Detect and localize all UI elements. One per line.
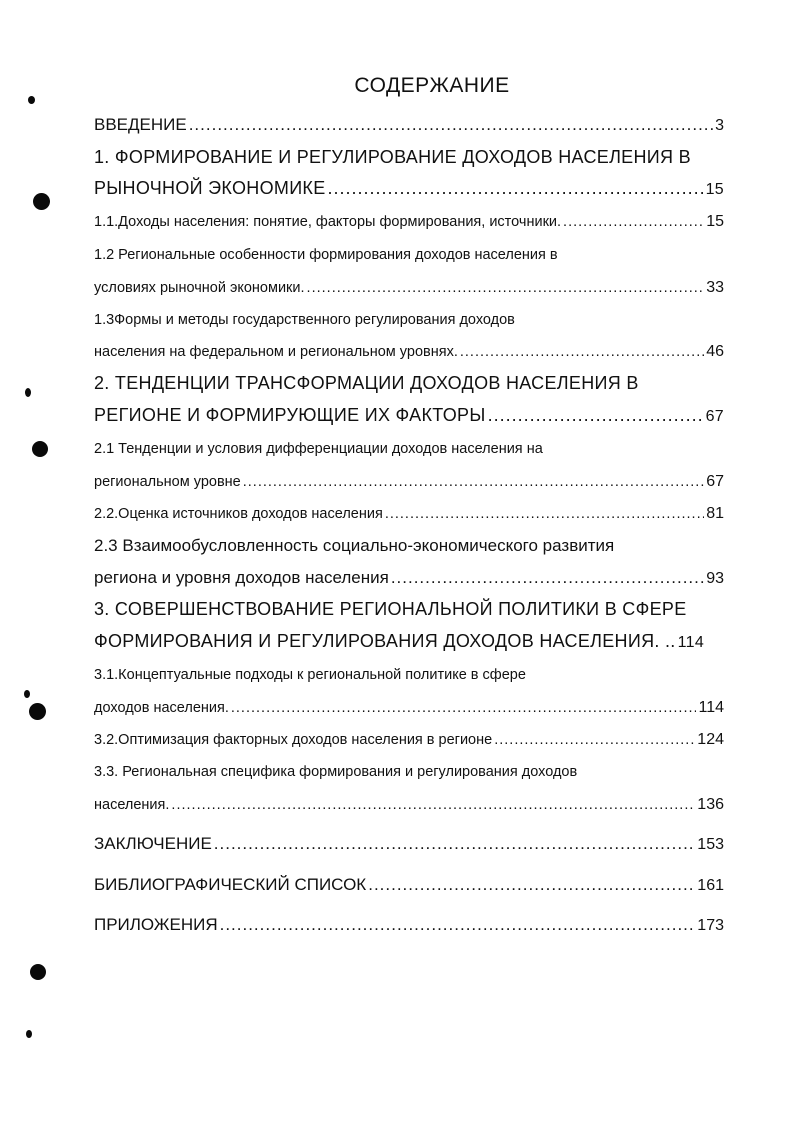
punch-hole-mark [29,703,46,720]
toc-entry-1-3-cont [94,335,724,368]
toc-entry-title: населения. [94,797,170,813]
punch-hole-mark [30,964,46,980]
toc-entry-page: 93 [706,570,724,587]
toc-entry-title: ВВЕДЕНИЕ [94,115,187,134]
toc-entry-page: 3 [715,117,724,134]
toc-entry-1-3 [94,304,724,337]
dot-leader [385,498,704,531]
toc-entry-2-2 [94,497,724,530]
page-title: СОДЕРЖАНИЕ [354,74,510,97]
toc-entry-title: 3.2.Оптимизация факторных доходов населения в регионе [94,732,493,748]
punch-hole-mark [33,193,50,210]
toc-entry-page: 33 [706,279,724,296]
toc-entry-page: 114 [677,634,705,651]
toc-entry-title: РЕГИОНЕ И ФОРМИРУЮЩИЕ ИХ ФАКТОРЫ [94,405,486,425]
toc-entry-title: 1.2 Региональные особенности формирования доходов населения в [94,247,558,263]
toc-entry-1-2 [94,239,724,272]
toc-entry-title: ПРИЛОЖЕНИЯ [94,915,218,934]
toc-entry-3-1 [94,659,724,692]
toc-entry-page: 81 [706,505,724,522]
toc-entry-title: 2. ТЕНДЕНЦИИ ТРАНСФОРМАЦИИ ДОХОДОВ НАСЕЛЕНИЯ В [94,373,639,393]
toc-entry-title: региональном уровне [94,474,241,490]
toc-entry-title: доходов населения. [94,700,229,716]
toc-entry-bibliography [94,868,724,901]
dot-leader [231,692,697,725]
dot-leader [563,206,704,239]
toc-entry-3-2 [94,723,724,756]
toc-entry-page: 173 [697,917,724,934]
toc-entry-title: 3. СОВЕРШЕНСТВОВАНИЕ РЕГИОНАЛЬНОЙ ПОЛИТИКИ В СФЕРЕ [94,599,687,619]
toc-entry-2-3 [94,529,724,562]
toc-entry-title: 3.1.Концептуальные подходы к региональной политике в сфере [94,667,526,683]
toc-entry-2-1-cont [94,465,724,498]
toc-entry-title: 2.3 Взаимообусловленность социально-экономического развития [94,536,615,555]
dot-leader [488,399,704,432]
dot-leader [243,466,704,499]
toc-entry-page: 153 [697,836,724,853]
toc-entry-page: 67 [705,408,724,425]
dot-leader [220,908,696,941]
toc-entry-page: 15 [705,181,724,198]
speck-mark [24,690,30,698]
speck-mark [26,1030,32,1038]
dot-leader [368,868,695,901]
toc-entry-conclusion [94,827,724,860]
toc-entry-page: 46 [706,343,724,360]
toc-entry-page: 114 [698,699,724,716]
toc-entry-title: РЫНОЧНОЙ ЭКОНОМИКЕ [94,178,326,198]
toc-entry-title: ФОРМИРОВАНИЯ И РЕГУЛИРОВАНИЯ ДОХОДОВ НАСЕЛЕНИЯ. .. [94,631,676,651]
toc-entry-chapter-1-cont [94,172,724,205]
speck-mark [25,388,31,397]
toc-entry-appendices [94,908,724,941]
toc-entry-chapter-3 [94,593,724,626]
toc-entry-chapter-2-cont [94,399,724,432]
punch-hole-mark [32,441,48,457]
toc-entry-page: 161 [697,877,724,894]
toc-entry-title: ЗАКЛЮЧЕНИЕ [94,834,212,853]
dot-leader [391,561,704,594]
toc-entry-3-3-cont [94,788,724,821]
toc-entry-title: 1.3Формы и методы государственного регулирования доходов [94,312,515,328]
toc-entry-title: региона и уровня доходов населения [94,568,389,587]
toc-entry-chapter-1 [94,141,724,174]
toc-entry-chapter-3-cont [94,625,724,658]
toc-entry-page: 136 [697,796,724,813]
toc-entry-title: 2.1 Тенденции и условия дифференциации доходов населения на [94,441,543,457]
toc-entry-intro [94,108,724,141]
dot-leader [171,789,695,822]
dot-leader [328,172,704,205]
toc-entry-page: 67 [706,473,724,490]
toc-entry-title: БИБЛИОГРАФИЧЕСКИЙ СПИСОК [94,875,367,894]
toc-entry-chapter-2 [94,367,724,400]
dot-leader [494,724,695,757]
toc-entry-title: 3.3. Региональная специфика формирования и регулирования доходов [94,764,578,780]
dot-leader [189,108,713,141]
toc-entry-page: 124 [697,731,724,748]
toc-entry-title: 1.1.Доходы населения: понятие, факторы формирования, источники. [94,214,562,230]
dot-leader [460,336,704,369]
dot-leader [214,827,696,860]
toc-entry-title: условиях рыночной экономики. [94,280,305,296]
toc-entry-title: населения на федеральном и региональном уровнях. [94,344,458,360]
toc-entry-title: 1. ФОРМИРОВАНИЕ И РЕГУЛИРОВАНИЕ ДОХОДОВ НАСЕЛЕНИЯ В [94,147,691,167]
toc-entry-1-2-cont [94,271,724,304]
toc-entry-1-1 [94,205,724,238]
dot-leader [307,272,705,305]
toc-entry-3-3 [94,756,724,789]
speck-mark [28,96,35,104]
toc-entry-2-3-cont [94,561,724,594]
toc-entry-2-1 [94,433,724,466]
toc-entry-page: 15 [706,213,724,230]
toc-entry-3-1-cont [94,691,724,724]
toc-entry-title: 2.2.Оценка источников доходов населения [94,506,383,522]
